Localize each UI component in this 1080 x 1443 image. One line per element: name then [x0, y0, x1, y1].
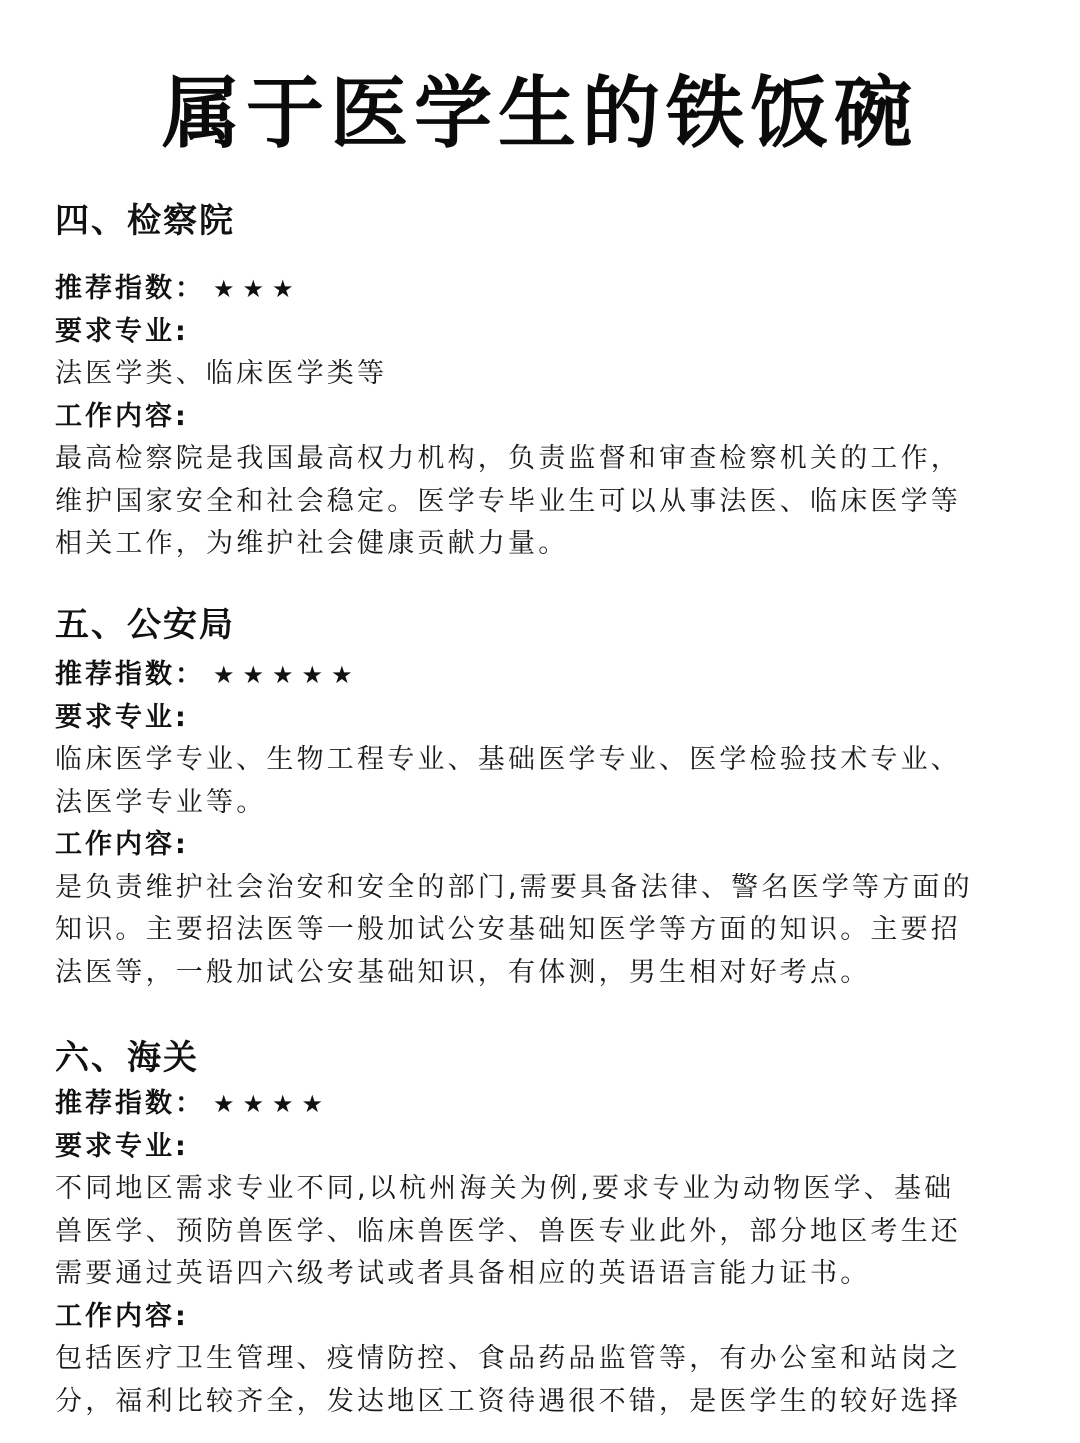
section-public-security: [55, 602, 1035, 994]
rating-label: 推荐指数：: [55, 659, 205, 690]
rating-row: [55, 1083, 1035, 1126]
major-label: 要求专业:: [55, 315, 189, 347]
major-label: 要求专业:: [55, 1130, 189, 1162]
rating-label: 推荐指数：: [55, 1088, 205, 1119]
star-rating-icon: ★★★★★: [213, 661, 361, 689]
work-text: 包括医疗卫生管理、疫情防控、食品药品监管等，有办公室和站岗之 分，福利比较齐全，发达地区工资待遇很不错，是医学生的较好选择: [55, 1343, 961, 1417]
section-heading: 四、检察院: [55, 201, 235, 241]
rating-row: [55, 654, 1035, 697]
work-text: 是负责维护社会治安和安全的部门,需要具备法律、警名医学等方面的 知识。主要招法医等一般加试公安基础知医学等方面的知识。主要招 法医等，一般加试公安基础知识，有体测，男生相对好考点。: [55, 871, 973, 988]
work-label: 工作内容:: [55, 1300, 189, 1332]
major-text: 临床医学专业、生物工程专业、基础医学专业、医学检验技术专业、 法医学专业等。: [55, 744, 961, 818]
star-rating-icon: ★★★★: [213, 1090, 332, 1118]
work-label: 工作内容:: [55, 829, 189, 860]
section-heading: 六、海关: [55, 1038, 199, 1078]
work-label: 工作内容:: [55, 400, 189, 432]
major-text: 不同地区需求专业不同,以杭州海关为例,要求专业为动物医学、基础 兽医学、预防兽医学、临床兽医学、兽医专业此外，部分地区考生还 需要通过英语四六级考试或者具备相应的英语语言能力证书。: [55, 1173, 961, 1289]
section-procuratorate: [55, 198, 1035, 566]
major-text: 法医学类、临床医学类等: [55, 358, 388, 389]
section-customs: [55, 1035, 1035, 1423]
major-label: 要求专业:: [55, 701, 189, 733]
section-heading: 五、公安局: [55, 605, 235, 645]
rating-label: 推荐指数：: [55, 273, 205, 304]
rating-row: [55, 268, 1035, 311]
page-title: 属于医学生的铁饭碗: [161, 69, 918, 159]
star-rating-icon: ★★★: [213, 275, 302, 303]
work-text: 最高检察院是我国最高权力机构，负责监督和审查检察机关的工作， 维护国家安全和社会稳定。医学专毕业生可以从事法医、临床医学等 相关工作，为维护社会健康贡献力量。: [55, 443, 961, 559]
